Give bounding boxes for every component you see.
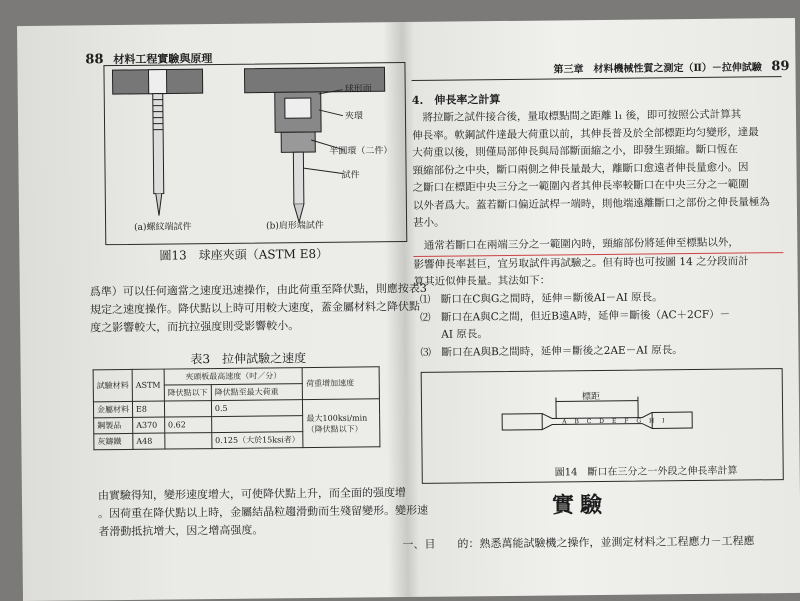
label-curved-surface: 球形面: [345, 81, 372, 94]
th-material: 試驗材料: [93, 369, 132, 401]
right-paragraph-1: [412, 106, 783, 232]
th-above-yield: 降伏點至最大荷重: [211, 384, 303, 401]
left-paragraph-2: [98, 484, 429, 541]
table-row: [93, 399, 380, 418]
experiment-title: 實驗: [552, 488, 608, 520]
th-below-yield: 降伏點以下: [164, 385, 211, 401]
list-item: AI 原長。: [420, 323, 790, 344]
cell-astm: A370: [133, 417, 165, 433]
experiment-purpose: 一、目 的：熟悉萬能試驗機之操作，並測定材料之工程應力－工程應: [402, 532, 754, 552]
right-running-header: [553, 58, 789, 76]
cell-below: [165, 433, 212, 449]
text-line: 者滑動抵抗增大，因之增高强度。: [98, 520, 428, 541]
text-line: 甚小。: [413, 211, 783, 232]
th-load-rate: 荷重增加速度: [302, 367, 379, 400]
figure-13-caption: 圖13 球座夾頭（ASTM E8）: [159, 245, 328, 264]
cell-below: [164, 401, 211, 417]
text-line: 爲準）可以任何適當之速度迅速操作，由此荷重至降伏點，則應按表3: [90, 280, 420, 301]
th-astm: ASTM: [132, 369, 164, 401]
cell-astm: A48: [133, 433, 165, 449]
label-clamp-ring: 夾環: [345, 108, 363, 121]
cell-astm: E8: [132, 401, 164, 417]
right-page-number: 89: [771, 59, 789, 74]
text-line: 影響伸長率甚巨，宜另取試件再試驗之。但有時也可按圖 14 之分段而計: [413, 253, 783, 274]
text-line: 算其近似伸長量。其法如下：: [414, 270, 784, 291]
left-paragraph-1: [90, 280, 421, 337]
cell-above: 0.125（大於15ksi者）: [212, 432, 304, 449]
right-header-title: 第三章 材料機械性質之測定（Ⅱ）－拉伸試驗: [553, 62, 762, 75]
text-line: 伸長率。軟鋼試件達最大荷重以前，其伸長普及於全部標距均匀變形，達最: [412, 124, 782, 145]
left-page: [77, 22, 423, 601]
text-line: 通常若斷口在兩端三分之一範圍內時，頸縮部份將延伸至標點以外，: [413, 234, 783, 256]
cell-material: 鋼製品: [94, 417, 133, 433]
table-3-caption: 表3 拉伸試驗之速度: [190, 349, 306, 367]
figure-14: [421, 368, 784, 484]
th-speed-group: 夾頭板最高速度（吋／分）: [164, 368, 303, 385]
label-shoulder-specimen: (b)肩形端試件: [266, 218, 324, 232]
list-item: ⑴ 斷口在C與G之間時，延伸＝斷後AI－AI 原長。: [420, 288, 790, 309]
table-3: [93, 366, 381, 450]
cell-load-rate: 最大100ksi/min（降伏點以下）: [303, 399, 380, 448]
text-line: 。因荷重在降伏點以上時，金屬結晶粒趨滑動而生殘留變形。變形速: [98, 502, 428, 523]
text-line: 以外者爲大。蓋若斷口偏近試桿一端時，則他端遠離斷口之部份之伸長量極為: [413, 194, 783, 215]
figure-14-caption: 圖14 斷口在三分之一外段之伸長率計算: [555, 462, 738, 479]
left-page-number: 88: [85, 52, 103, 67]
left-header-title: 材料工程實驗與原理: [113, 52, 212, 66]
label-threaded-specimen: (a)螺紋端試件: [134, 219, 192, 233]
calculation-list: [420, 288, 791, 362]
open-book: [17, 18, 800, 601]
label-specimen: 試件: [342, 168, 360, 181]
figure-13: [103, 62, 407, 245]
text-line: 頸縮部份之中央，斷口兩側之伸長量最大，離斷口愈遠者伸長量愈小。因: [412, 159, 782, 180]
text-line: 將拉斷之試件接合後，量取標點間之距離 l₁ 後，即可按照公式計算其: [412, 106, 782, 127]
gauge-length-label: 標距: [582, 389, 600, 402]
cell-above: 0.5: [211, 400, 303, 417]
right-page: [397, 48, 800, 597]
cell-material: 金屬材料: [93, 401, 132, 417]
section-title: 4. 伸長率之計算: [412, 91, 501, 108]
text-line: 規定之速度操作。降伏點以上時可用較大速度，蓋金屬材料之降伏點: [90, 298, 420, 319]
list-item: ⑶ 斷口在A與B之間時，延伸＝斷後之2AE－AI 原長。: [420, 341, 790, 362]
text-line: 度之影響較大，而抗拉强度則受影響較小。: [90, 316, 420, 337]
right-paragraph-2: [413, 234, 784, 291]
cell-material: 灰鑄鐵: [94, 433, 133, 449]
text-line: 大荷重以後，則僅局部伸長與局部斷面縮之小，即發生頸縮。斷口恆在: [412, 141, 782, 162]
cell-above: [211, 416, 303, 433]
text-line: 之斷口在標距中央三分之一範圍內者其伸長率較斷口在中央三分之一範圍: [413, 176, 783, 197]
header-rule: [412, 76, 782, 81]
cell-below: 0.62: [164, 417, 211, 433]
gauge-points-label: A B C D E F G H I: [562, 417, 667, 425]
list-item: ⑵ 斷口在A與C之間，但近B遠A時，延伸＝斷後（AC＋2CF）－: [420, 306, 790, 327]
text-line: 由實驗得知，變形速度增大，可使降伏點上升，而全面的强度增: [98, 484, 428, 505]
label-half-ring: 半圓環（二件）: [329, 143, 392, 157]
